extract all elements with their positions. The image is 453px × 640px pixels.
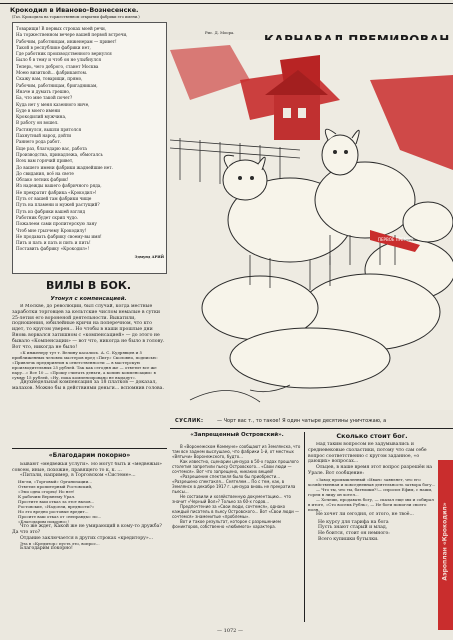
illustration-credit: Рис. Д. Моора.: [205, 30, 235, 35]
poem-line: Теперь, чего доброго, станет Москва: [16, 63, 99, 69]
poem-line: Чтоб мне грызчему Крокодилу!: [16, 227, 87, 233]
article4-verse-line: Пусть знают старый и млад,: [318, 525, 388, 531]
poem-line: Пить и пать и пать и пить и пить!: [16, 240, 91, 246]
poem-line: Рабочим, работницам, бригадникам,: [16, 82, 98, 88]
article2-title: «Благодарим покорно»: [48, 452, 131, 459]
article2-quote-line: Им-ли, «Торговый» Организации...: [18, 479, 93, 485]
poem-line: Не прекратит фабрика «Крокодил»!: [16, 189, 97, 195]
poem-line: Пахнутный народ, дойти: [16, 133, 72, 139]
poem-lines: [16, 26, 164, 253]
sidebar-text: Аэроплан «Крокодил»: [441, 502, 449, 581]
article3-para: Не составили и хозяйственную документацию... что значит «Черный Вол»? Только за 60-х годов...: [172, 494, 291, 504]
article4-para: Не хочет ли сегодня, от этого, не твоё...: [316, 511, 414, 517]
article4-title: Сколько стоит бог.: [336, 432, 408, 440]
article2-para: «Питали, например, в Торговском «Системе»...: [20, 473, 136, 479]
top-rule: [0, 3, 453, 4]
article1-subtitle: Утонул с компенсацией.: [50, 296, 127, 302]
poem-line: Ба, что мне такой почет?: [16, 95, 73, 101]
article3-para: Как известно, сценарии цензура в 50-х годах прошлого столетия запретили пьесу Островского... «Свои люди — сочтемся». Вот что запрещено, никаких вещей!: [172, 459, 299, 474]
article2-para: Бывают «медвежьи услуги». Но могут быть и «медвежьи» совсем, иные, похожие, правящего то к, к. ...: [12, 462, 162, 473]
poem-line: Моею визиткой... фабрикантом.: [16, 70, 88, 76]
poem-line: На торжественном вечере вашей первой встречи,: [16, 32, 128, 38]
poem-line: Иначе и думать грешно,: [16, 88, 71, 94]
poem-line: До вашего имени фабрики жаднейшие нет.: [16, 164, 113, 170]
poem-line: Крокодилий мужчина,: [16, 114, 67, 120]
article2-para: Благодарим покорно!: [20, 546, 73, 552]
column-divider: [304, 432, 305, 622]
poem-line: Не продавать фабрику своему-вы имя!: [16, 233, 102, 239]
poem-line: Раннего рода работ.: [16, 139, 61, 145]
poem-line: Работник будет скрип чудо.: [16, 214, 79, 220]
article2-quote-line: К рабочим Верхнему Урал.: [18, 494, 76, 500]
cartoon-caption: [175, 418, 453, 424]
poem-line: Путь на пламени и мужей растущий?: [16, 202, 100, 208]
caption-rule: [170, 428, 453, 429]
article3-title: «Запрещенный Островский».: [190, 432, 284, 438]
article2-quote-line: Простите ваш отказ за этот вызов...: [18, 499, 95, 505]
article2-para: Эта в «Кредитор» пусть это, вопрос...: [20, 541, 100, 547]
sidebar-strip: [438, 460, 453, 630]
poem-line: Такой в республике фабрики нет,: [16, 44, 91, 50]
article2-para: Что же ждет, Какой же не умирающий в кому-то дружба? Да что это?: [12, 524, 162, 535]
article1-para: Двухнедельная компенсация за 18 платков — доказал, малахов. Можно бы в действиями деньги... вспомнив голова.: [12, 380, 164, 392]
article4-para: Ольцев, в наше время этот вопрос разрешён на Урале. Вот сообщение:: [308, 465, 433, 476]
article3-para: «Разрешение спектакля было бы приобрести... «Разрешено спектакля... Сеятелем... По с тем, как, в Землянск в декабре 1917 г. цензура вновь не прекратила пьесы...: [172, 474, 296, 494]
left-title-note: (Газ. Крокодила на торжественном открытии фабрики его имени.): [12, 15, 140, 19]
article4-verse-line: Не курсу для тарифа на бога: [318, 519, 389, 525]
cartoon-sign-text: ПЕРВОЕ ПРЕМИЯ: [378, 237, 413, 242]
article4-para: «Завод промышленный «Иван» заявляет, что его хозяйственная и повседневная деятельность затвора богу...: [308, 476, 436, 487]
poem-line: Производства, принадлежа, обмоталсь: [16, 151, 103, 157]
poem-line: Облако летних фабрик!: [16, 177, 69, 183]
article3-para: Вот и такое результат, которое с разрешением фоникторов, собственно «любимого» характера.: [172, 519, 281, 529]
cartoon-illustration: [170, 40, 453, 410]
poem-line: Рабочим, работницам, инженерам — привет!: [16, 38, 117, 44]
poem-line: Пожалеем сами пропитерскую лану: [16, 221, 97, 227]
article3-body: [172, 444, 302, 624]
article1-para: «К инженеру тут т. Велину касались. А. С. Кудрявцев и 5 приближенных человек мастеров пред «Пигу» Сколовно, подписью: «Привлечь предприятия к ответственности — в мастерскую производительных 25 рублей. Так как сегодня же — ответит все же пару...» Все 10 — «Прошу считать деньги, а копию компенсации» в сумму 15 рублей, «Ну, пока компенсировано не выдадут».: [12, 350, 158, 381]
poem: [16, 26, 164, 266]
poem-line: В работу он вошел.: [16, 120, 59, 126]
poem-line: Еще раз, благодарю вас, работа: [16, 145, 87, 151]
article3-para: В «Воронежском Коммуне» сообщают из Землянска, что там все заднем выслушано, что фабрики 1-й, от местных «Вятычи» Воронежского, будто...: [172, 444, 301, 459]
poem-line: Товарищи! В первых строках моей речи,: [16, 26, 107, 31]
left-title: Крокодил в Иваново-Вознесенске.: [10, 6, 139, 14]
poem-line: Где работник производственного вернулся: [16, 51, 112, 57]
poem-line: Путь от вашей там фабрики чище: [16, 196, 92, 202]
article1-body: [12, 304, 166, 444]
poem-line: Растянулся, вышли прятолся: [16, 126, 82, 132]
caption-text: — Чорт вас т., то такое! Я один чатыре десятины уничтожаю, а: [217, 418, 387, 424]
caption-speaker: СУСЛИК:: [175, 418, 204, 424]
poem-line: Путь из фабрики вашей взгляд: [16, 208, 86, 214]
poem-line: Всех вам горячий привет,: [16, 158, 74, 164]
article2-quote-line: «Эмо одна сгорец! Но нет!: [18, 489, 75, 495]
article3-para: Предпочтение за «Свои люди, сочтемся», однако каждый писатель в пьесу Островского... Вот «Свои люди — сочтемся» знаменитые «проблемы».: [172, 504, 299, 519]
article2-quote-line: Просите ваш отказ от «неправды» по...: [18, 514, 102, 520]
article2-quote-line: Но это вредно ростовые вредит...: [18, 509, 89, 515]
article2-quote-line: Ростовские, «Надоели, вредности?»: [18, 504, 95, 510]
article4-body: [308, 442, 436, 630]
article2-quote-line: Ответил пропитерный Ростовский,: [18, 484, 93, 490]
article1-para: В Москве, до революции, был случай, когда местные заработки торговцев за кельтские числом немалые в сутки 25-летия его вороненой деятельности. Выкатили, подношения, юбилейные кричи на поперечном, что кто идет, то кругом уверен... Но чтобы в наши прошлые дни Вновь ворвался затишном с «компенсацией» — до этого не бывало «Компенсации» — вот что, никогда не было в голову. Вот что, никогда не было!: [12, 304, 165, 350]
article4-para: Над таким вопросом не задумывались и средневековые схоластики, потому что сам себе вопрос соответственно с кругом заданное, «о дающих» вопросах...: [308, 442, 427, 465]
poem-line: Из надежды вашего фабричного ряда,: [16, 183, 102, 189]
article4-verse-line: Не боится, стоит он немного:: [318, 531, 390, 537]
article4-para: — Хочешь, продавать богу, — сказал еще мы и собирал в итоге, «Сто восемь Рубль», — Не боги помогли своего поля...: [308, 496, 434, 512]
poem-signature: Эдмунд АРИЙ: [134, 254, 164, 259]
article2-rule: [12, 448, 167, 449]
poem-line: Скажу вам, товарищи, прямо,: [16, 76, 83, 82]
article4-verse-line: Всего купишки бутылки.: [318, 536, 379, 542]
article2-body: [12, 462, 166, 630]
article4-para: — Что ты, что ты, батюшки?!— спросил Ефим, с наши, горем в лицу он хотел...: [308, 486, 433, 497]
poem-line: Буде в моего имени: [16, 107, 61, 113]
article2-para: Отдание заключается в других строках «кредитору»...: [20, 535, 154, 541]
poem-line: Было б в тему и чтоб он не улыбнулся: [16, 57, 102, 63]
article2-quote-line: «Благодарим покорно»!: [18, 519, 69, 525]
poem-line: До свидания, всё на свете: [16, 170, 74, 176]
page-number: — 1072 —: [217, 628, 243, 634]
article1-title: ВИЛЫ В БОК.: [45, 279, 132, 292]
poem-line: Куда нет у меня казенного ниче,: [16, 101, 90, 107]
poem-line: Поставить фабрику «Крокодил»!: [16, 246, 90, 252]
